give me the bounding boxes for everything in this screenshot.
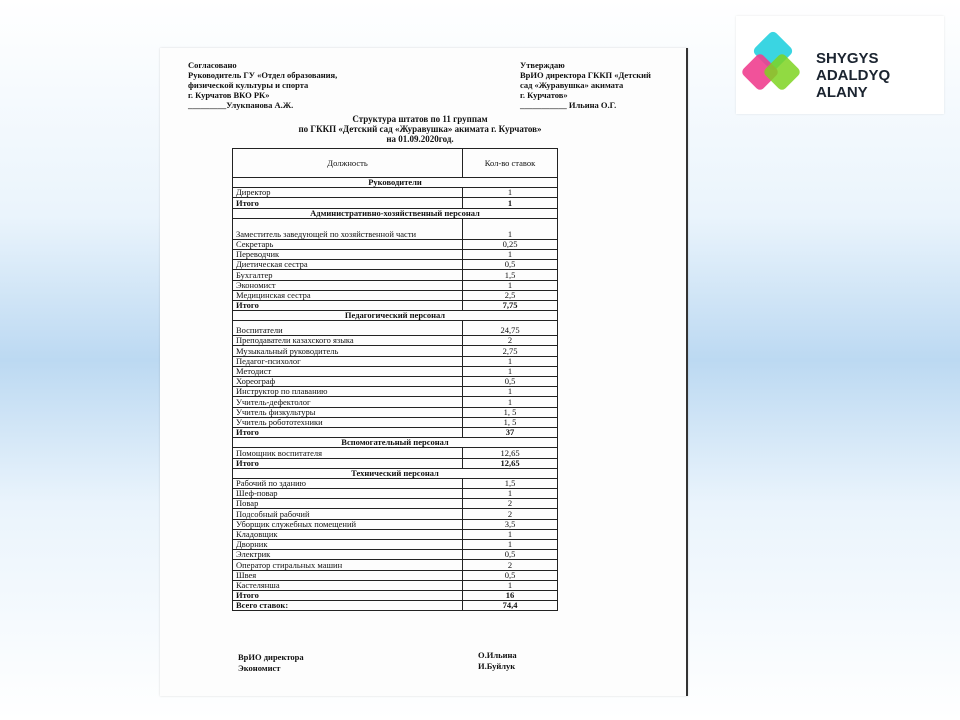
signature-name: О.Ильина: [478, 650, 517, 660]
logo-line: ADALDYQ ALANY: [816, 67, 891, 101]
position-cell: Рабочий по зданию: [233, 478, 463, 488]
rate-cell: 1,5: [463, 478, 558, 488]
logo-text: [816, 50, 944, 101]
staff-table: [232, 148, 558, 611]
total-row: [233, 458, 558, 468]
position-cell: Швея: [233, 570, 463, 580]
position-cell: Помощник воспитателя: [233, 448, 463, 458]
agreed-line: г. Курчатов ВКО РК»: [188, 90, 270, 100]
rate-cell: 1, 5: [463, 407, 558, 417]
table-row: [233, 188, 558, 198]
position-cell: Итого: [233, 590, 463, 600]
rate-cell: 0,5: [463, 260, 558, 270]
rate-cell: 24,75: [463, 321, 558, 336]
table-row: [233, 570, 558, 580]
table-row: [233, 280, 558, 290]
position-cell: Итого: [233, 458, 463, 468]
position-cell: Учитель-дефектолог: [233, 397, 463, 407]
logo-line: SHYGYS: [816, 50, 879, 67]
position-cell: Уборщик служебных помещений: [233, 519, 463, 529]
logo-mark-icon: [736, 16, 812, 114]
rate-cell: 0,5: [463, 377, 558, 387]
position-cell: Воспитатели: [233, 321, 463, 336]
position-cell: Кастелянша: [233, 580, 463, 590]
rate-cell: 1: [463, 580, 558, 590]
position-cell: Итого: [233, 198, 463, 208]
rate-cell: 0,5: [463, 550, 558, 560]
table-row: [233, 489, 558, 499]
position-cell: Диетическая сестра: [233, 260, 463, 270]
agreed-line: Руководитель ГУ «Отдел образования,: [188, 70, 338, 80]
position-cell: Учитель физкультуры: [233, 407, 463, 417]
rate-cell: 1: [463, 397, 558, 407]
rate-cell: 12,65: [463, 458, 558, 468]
position-cell: Кладовщик: [233, 529, 463, 539]
rate-cell: 1,5: [463, 270, 558, 280]
rate-cell: 1, 5: [463, 417, 558, 427]
table-row: [233, 260, 558, 270]
table-row: [233, 387, 558, 397]
rate-cell: 0,5: [463, 570, 558, 580]
position-cell: Переводчик: [233, 249, 463, 259]
rate-cell: 3,5: [463, 519, 558, 529]
rate-cell: 1: [463, 529, 558, 539]
position-cell: Заместитель заведующей по хозяйственной части: [233, 218, 463, 239]
rate-cell: 1: [463, 188, 558, 198]
organization-logo: [736, 16, 944, 114]
rate-cell: 2,75: [463, 346, 558, 356]
section-header-row: [233, 208, 558, 218]
position-cell: Подсобный рабочий: [233, 509, 463, 519]
table-row: [233, 270, 558, 280]
table-row: [233, 448, 558, 458]
rate-cell: 1: [463, 366, 558, 376]
page-edge: [686, 48, 688, 696]
rate-cell: 0,25: [463, 239, 558, 249]
rate-cell: 2: [463, 499, 558, 509]
total-row: [233, 198, 558, 208]
table-row: [233, 249, 558, 259]
rate-cell: 12,65: [463, 448, 558, 458]
table-row: [233, 529, 558, 539]
position-cell: Итого: [233, 427, 463, 437]
approval-block-right: [520, 60, 680, 110]
total-row: [233, 590, 558, 600]
position-cell: Медицинская сестра: [233, 290, 463, 300]
rate-cell: 1: [463, 540, 558, 550]
position-cell: Дворник: [233, 540, 463, 550]
position-cell: Повар: [233, 499, 463, 509]
table-row: [233, 540, 558, 550]
rate-cell: 1: [463, 249, 558, 259]
table-row: [233, 397, 558, 407]
section-title: Технический персонал: [233, 468, 558, 478]
position-cell: Методист: [233, 366, 463, 376]
position-cell: Итого: [233, 300, 463, 310]
rate-cell: 37: [463, 427, 558, 437]
rate-cell: 1: [463, 280, 558, 290]
position-cell: Всего ставок:: [233, 601, 463, 611]
section-header-row: [233, 178, 558, 188]
rate-cell: 74,4: [463, 601, 558, 611]
table-row: [233, 366, 558, 376]
rate-cell: 1: [463, 218, 558, 239]
approval-block-left: [188, 60, 388, 110]
table-row: [233, 417, 558, 427]
approve-line: сад «Журавушка» акимата: [520, 80, 624, 90]
section-title: Административно-хозяйственный персонал: [233, 208, 558, 218]
table-row: [233, 218, 558, 239]
rate-cell: 16: [463, 590, 558, 600]
table-row: [233, 336, 558, 346]
rate-cell: 1: [463, 198, 558, 208]
position-cell: Учитель робототехники: [233, 417, 463, 427]
table-row: [233, 509, 558, 519]
signature-role: ВрИО директора: [238, 652, 304, 662]
agreed-heading: Согласовано: [188, 60, 237, 70]
table-header-row: [233, 149, 558, 178]
approve-line: г. Курчатов»: [520, 90, 568, 100]
section-header-row: [233, 468, 558, 478]
agreed-signature: _________Улукпанова А.Ж.: [188, 100, 294, 110]
title-line: по ГККП «Детский сад «Журавушка» акимата г. Курчатов»: [298, 124, 542, 134]
table-row: [233, 550, 558, 560]
rate-cell: 2: [463, 560, 558, 570]
agreed-line: физической культуры и спорта: [188, 80, 309, 90]
column-header-position: Должность: [233, 149, 463, 178]
column-header-rates: Кол-во ставок: [463, 149, 558, 178]
position-cell: Педагог-психолог: [233, 356, 463, 366]
position-cell: Шеф-повар: [233, 489, 463, 499]
signature-name: И.Буйлук: [478, 661, 516, 671]
rate-cell: 1: [463, 387, 558, 397]
section-header-row: [233, 438, 558, 448]
rate-cell: 2: [463, 509, 558, 519]
approve-signature: ___________ Ильина О.Г.: [520, 100, 617, 110]
position-cell: Оператор стиральных машин: [233, 560, 463, 570]
position-cell: Электрик: [233, 550, 463, 560]
document-title: [220, 114, 620, 144]
position-cell: Инструктор по плаванию: [233, 387, 463, 397]
table-row: [233, 321, 558, 336]
rate-cell: 2,5: [463, 290, 558, 300]
position-cell: Бухгалтер: [233, 270, 463, 280]
section-header-row: [233, 311, 558, 321]
table-row: [233, 239, 558, 249]
table-row: [233, 580, 558, 590]
signature-left: [238, 652, 304, 674]
total-row: [233, 427, 558, 437]
table-row: [233, 519, 558, 529]
section-title: Вспомогательный персонал: [233, 438, 558, 448]
position-cell: Преподаватели казахского языка: [233, 336, 463, 346]
table-row: [233, 560, 558, 570]
total-row: [233, 300, 558, 310]
table-row: [233, 478, 558, 488]
table-row: [233, 346, 558, 356]
table-row: [233, 290, 558, 300]
signature-role: Экономист: [238, 663, 281, 673]
table-row: [233, 407, 558, 417]
section-title: Руководители: [233, 178, 558, 188]
approve-heading: Утверждаю: [520, 60, 565, 70]
position-cell: Музыкальный руководитель: [233, 346, 463, 356]
table-row: [233, 356, 558, 366]
document-page: [160, 48, 688, 696]
rate-cell: 1: [463, 356, 558, 366]
rate-cell: 1: [463, 489, 558, 499]
table-row: [233, 377, 558, 387]
position-cell: Хореограф: [233, 377, 463, 387]
position-cell: Директор: [233, 188, 463, 198]
total-row: [233, 601, 558, 611]
approve-line: ВрИО директора ГККП «Детский: [520, 70, 651, 80]
title-line: Структура штатов по 11 группам: [352, 114, 488, 124]
position-cell: Секретарь: [233, 239, 463, 249]
signature-right: [478, 650, 517, 672]
section-title: Педагогический персонал: [233, 311, 558, 321]
rate-cell: 7,75: [463, 300, 558, 310]
position-cell: Экономист: [233, 280, 463, 290]
title-date: на 01.09.2020год.: [386, 134, 454, 144]
rate-cell: 2: [463, 336, 558, 346]
table-row: [233, 499, 558, 509]
